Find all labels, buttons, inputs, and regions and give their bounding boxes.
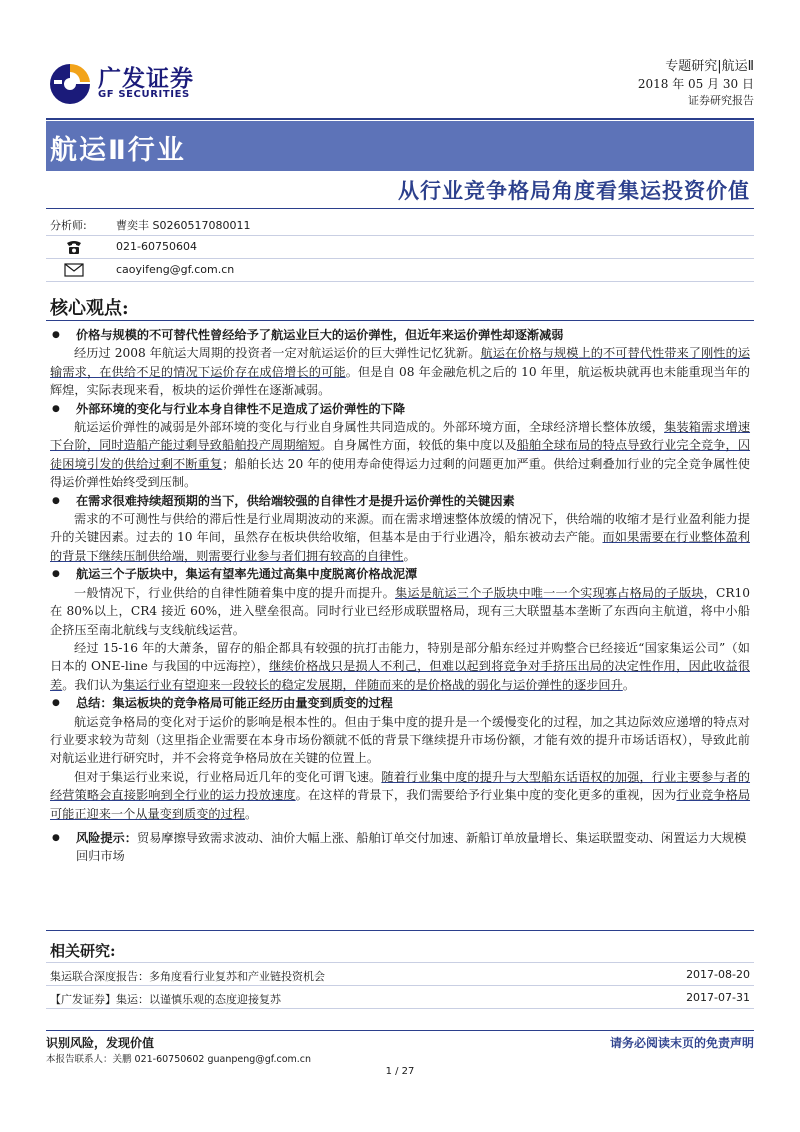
related-item-date: 2017-07-31 (686, 991, 750, 1004)
core-title: 核心观点: (50, 298, 129, 319)
related-row-divider (46, 985, 754, 986)
core-divider (46, 320, 754, 321)
report-title: 从行业竞争格局角度看集运投资价值 (398, 178, 750, 203)
section-paragraph: 需求的不可测性与供给的滞后性是行业周期波动的来源。而在需求增速整体放缓的情况下，供给端的收缩才是行业盈利能力提升的关键因素。过去的 10 年间，虽然存在板块供给收缩，但基本是由于行业遇冷，船东被动去产能。而如果需要在行业整体盈利的背景下继续压制供给端，则需要行业参与者们拥有较高的自律性。 (50, 512, 750, 563)
analyst-row-email (46, 259, 754, 282)
risk-warning: ● 风险提示：贸易摩擦导致需求波动、油价大幅上涨、船舶订单交付加速、新船订单放量增长、集运联盟变动、闲置运力大规模回归市场 (50, 829, 750, 866)
footer-slogan: 识别风险，发现价值 (46, 1036, 155, 1050)
footer-contact: 本报告联系人：关鹏 021-60750602 guanpeng@gf.com.cn (46, 1054, 312, 1065)
related-item-title[interactable]: 【广发证券】集运：以谨慎乐观的态度迎接复苏 (50, 993, 281, 1006)
analyst-row-name (46, 213, 754, 236)
analyst-label: 分析师: (50, 219, 87, 232)
section-paragraph: 经过 15-16 年的大萧条，留存的船企都具有较强的抗打击能力，特别是部分船东经过并购整合已经接近“国家集运公司”（如日本的 ONE-line 与我国的中远海控），继续价格战只是损人不利己，但难以起到将竞争对手挤压出局的决定性作用，因此收益很差。我们认为集运行业有望迎来一段较长的稳定发展期，伴随而来的是价格战的弱化与运价弹性的逐步回升。 (50, 640, 750, 692)
section-paragraph: 一般情况下，行业供给的自律性随着集中度的提升而提升。集运是航运三个子版块中唯一一个实现寡占格局的子版块，CR10 在 80%以上，CR4 接近 60%，进入壁垒很高。同时行业已经形成联盟格局，现有三大联盟基本垄断了东西向主航道，将中小船企挤压至南北航线与支线航线运营。 (50, 585, 751, 637)
page-number: 1 / 27 (385, 1066, 415, 1077)
header-meta (638, 58, 754, 109)
related-item-date: 2017-08-20 (686, 968, 750, 981)
report-type: 证券研究报告 (688, 94, 754, 107)
section-heading: ● 在需求很难持续超预期的当下，供给端较强的自律性才是提升运价弹性的关键因素 (50, 492, 750, 510)
section-paragraph: 航运竞争格局的变化对于运价的影响是根本性的。但由于集中度的提升是一个缓慢变化的过程，加之其边际效应递增的特点对行业要求较为苛刻（这里指企业需要在本身市场份额就不低的背景下继续提升市场份额，才能有效的提升市场话语权），导致此前对航运业进行研究时，并不会将竞争格局放在关键的位置上。 (50, 714, 750, 766)
report-date: 2018 年 05 月 30 日 (637, 77, 754, 91)
section-heading: ● 外部环境的变化与行业本身自律性不足造成了运价弹性的下降 (50, 400, 750, 418)
related-title-underline (46, 962, 754, 963)
related-divider (46, 930, 754, 931)
section-paragraph: 经历过 2008 年航运大周期的投资者一定对航运运价的巨大弹性记忆犹新。航运在价格与规模上的不可替代性带来了刚性的运输需求，在供给不足的情况下运价存在成倍增长的可能。但是自 08 年金融危机之后的 10 年里，航运板块就再也未能重现当年的辉煌，实际表现来看，板块的运价弹性在逐渐减弱。 (50, 346, 751, 398)
logo-english: GF SECURITIES (98, 89, 190, 100)
industry-title: 航运Ⅱ行业 (50, 135, 186, 166)
related-row-divider (46, 1008, 754, 1009)
analyst-phone: 021-60750604 (116, 240, 197, 253)
section-paragraph: 但对于集运行业来说，行业格局近几年的变化可谓飞速。随着行业集中度的提升与大型船东话语权的加强，行业主要参与者的经营策略会直接影响到全行业的运力投放速度。在这样的背景下，我们需要给予行业集中度的变化更多的重视，因为行业竞争格局可能正迎来一个从量变到质变的过程。 (50, 769, 751, 821)
report-category: 专题研究|航运Ⅱ (665, 59, 754, 74)
section-heading: ● 价格与规模的不可替代性曾经给予了航运业巨大的运价弹性，但近年来运价弹性却逐渐减弱 (50, 326, 750, 344)
header-divider (46, 118, 754, 120)
section-paragraph: 航运运价弹性的减弱是外部环境的变化与行业自身属性共同造成的。外部环境方面，全球经济增长整体放缓，集装箱需求增速下台阶，同时造船产能过剩导致船舶投产周期缩短。自身属性方面，较低的集中度以及船舶全球布局的特点导致行业完全竞争，囚徒困境引发的供给过剩不断重复；船舶长达 20 年的使用寿命使得运力过剩的问题更加严重。供给过剩叠加行业的完全竞争属性使得运价弹性始终受到压制。 (50, 420, 751, 490)
logo-chinese: 广发证券 (98, 66, 194, 92)
section-heading: ● 总结：集运板块的竞争格局可能正经历由量变到质变的过程 (50, 694, 750, 712)
related-title: 相关研究: (50, 942, 116, 960)
title-divider (46, 208, 754, 209)
related-item[interactable] (50, 991, 750, 1007)
analyst-row-phone (46, 236, 754, 259)
gf-logo-icon (46, 60, 94, 104)
footer-divider (46, 1030, 754, 1031)
analyst-email[interactable]: caoyifeng@gf.com.cn (116, 263, 235, 276)
mail-icon (64, 263, 84, 277)
related-item-title[interactable]: 集运联合深度报告：多角度看行业复苏和产业链投资机会 (50, 970, 325, 983)
related-item[interactable] (50, 968, 750, 984)
core-content (50, 326, 750, 866)
phone-icon (64, 239, 84, 255)
section-heading: ● 航运三个子版块中，集运有望率先通过高集中度脱离价格战泥潭 (50, 565, 750, 583)
footer-disclaimer[interactable]: 请务必阅读末页的免责声明 (609, 1036, 754, 1050)
analyst-name-id: 曹奕丰 S0260517080011 (116, 219, 251, 232)
